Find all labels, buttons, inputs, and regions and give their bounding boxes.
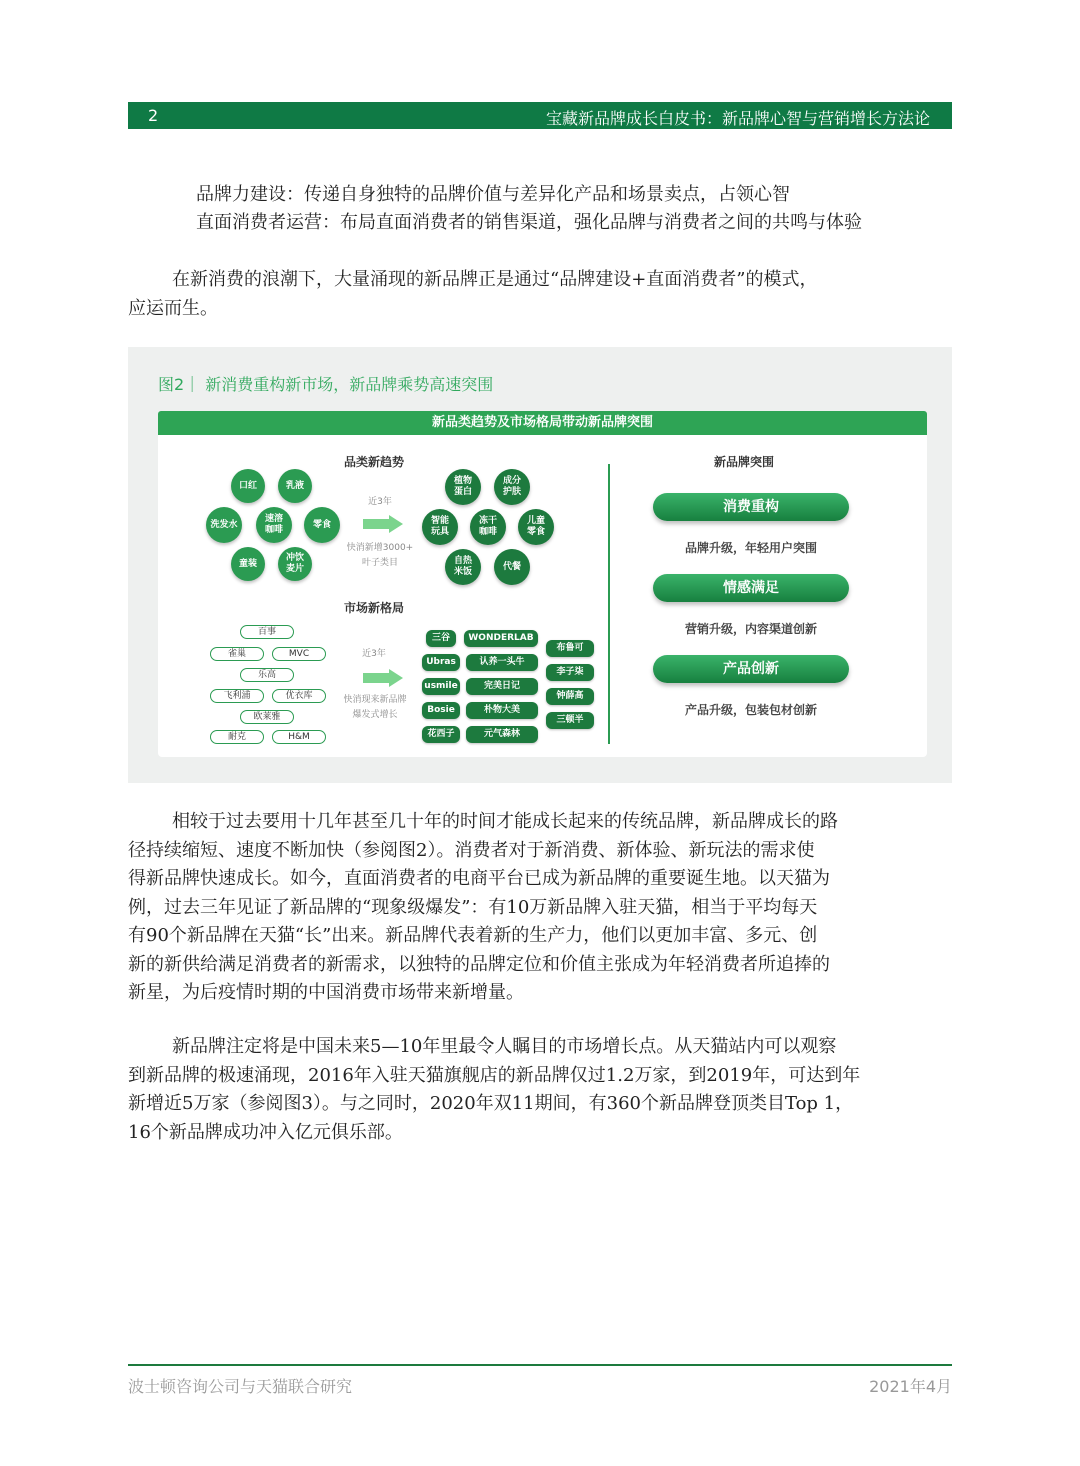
paragraph-3-line: 新品牌注定将是中国未来5—10年里最令人瞩目的市场增长点。从天猫站内可以观察	[172, 1036, 837, 1057]
market-landscape-heading: 市场新格局	[344, 601, 405, 615]
trend-arrow-period: 近3年	[368, 497, 392, 507]
right-arrow-icon	[363, 669, 405, 687]
new-category-circle: 植物 蛋白	[445, 469, 481, 505]
paragraph-2-line: 径持续缩短、速度不断加快（参阅图2）。消费者对于新消费、新体验、新玩法的需求使	[128, 839, 815, 861]
paragraph-2-line: 新的新供给满足消费者的新需求，以独特的品牌定位和价值主张成为年轻消费者所追捧的	[128, 953, 830, 975]
old-brand-pill: 乐高	[240, 668, 294, 682]
old-category-circle: 童装	[231, 547, 265, 581]
paragraph-3	[128, 1033, 968, 1147]
paragraph-2-line: 有90个新品牌在天猫“长”出来。新品牌代表着新的生产力，他们以更加丰富、多元、创	[128, 925, 818, 946]
right-arrow-icon	[363, 515, 405, 533]
paragraph-2-line: 新星，为后疫情时期的中国消费市场带来新增量。	[128, 982, 524, 1003]
new-brand-pill: 元气森林	[466, 726, 538, 743]
new-category-circle: 儿童 零食	[518, 509, 554, 545]
pillar-consumption: 消费重构	[653, 493, 849, 521]
new-brand-pill: usmile	[422, 678, 460, 695]
new-brand-pill: 认养一头牛	[466, 654, 538, 671]
paragraph-2-line: 例，过去三年见证了新品牌的“现象级爆发”：有10万新品牌入驻天猫，相当于平均每天	[128, 896, 818, 918]
footer-date: 2021年4月	[869, 1377, 952, 1396]
figure-2	[128, 347, 952, 783]
new-brand-pill: 三顿半	[546, 712, 594, 729]
intro-line-brand: 品牌力建设：传递自身独特的品牌价值与差异化产品和场景卖点，占领心智	[196, 184, 790, 205]
new-brand-pill: 李子柒	[546, 664, 594, 681]
paragraph-1-line: 应运而生。	[128, 297, 218, 319]
old-brand-pill: MVC	[272, 647, 326, 661]
pillar-product: 产品创新	[653, 655, 849, 683]
new-brand-pill: 三谷	[426, 630, 456, 647]
new-brand-pill: Ubras	[422, 654, 460, 671]
paragraph-1	[128, 266, 952, 323]
old-category-circle: 速溶 咖啡	[256, 507, 292, 543]
old-brand-pill: 飞利浦	[210, 689, 264, 703]
paragraph-3-line: 16个新品牌成功冲入亿元俱乐部。	[128, 1121, 403, 1143]
pillar-emotion: 情感满足	[653, 574, 849, 602]
old-brand-pill: 优衣库	[272, 689, 326, 703]
new-brand-pill: 钟薛高	[546, 688, 594, 705]
new-category-circle: 代餐	[494, 549, 530, 585]
footer-source: 波士顿咨询公司与天猫联合研究	[128, 1377, 353, 1396]
old-category-circle: 乳液	[278, 469, 312, 503]
pillar-caption: 产品升级，包装包材创新	[684, 703, 817, 717]
old-brand-pill: H&M	[272, 730, 326, 744]
new-category-circle: 成分 护肤	[494, 469, 530, 505]
new-brand-pill: 完美日记	[466, 678, 538, 695]
old-category-circle: 冲饮 麦片	[278, 547, 312, 581]
old-category-circle: 口红	[231, 469, 265, 503]
old-brand-pill: 欧莱雅	[240, 710, 294, 724]
page-header	[128, 102, 952, 129]
new-category-circle: 智能 玩具	[422, 509, 458, 545]
new-brand-pill: 布鲁可	[546, 640, 594, 657]
old-brand-pill: 百事	[240, 625, 294, 639]
paragraph-2-line: 相较于过去要用十几年甚至几十年的时间才能成长起来的传统品牌，新品牌成长的路	[172, 811, 838, 832]
figure-panel	[158, 411, 927, 757]
footer-rule	[128, 1364, 952, 1366]
page-number: 2	[148, 106, 159, 125]
pillar-caption: 品牌升级，年轻用户突围	[684, 541, 817, 555]
document-title: 宝藏新品牌成长白皮书：新品牌心智与营销增长方法论	[545, 109, 930, 128]
paragraph-3-line: 新增近5万家（参阅图3）。与之同时，2020年双11期间，有360个新品牌登顶类目Top 1，	[128, 1093, 854, 1114]
new-category-circle: 自热 米饭	[445, 549, 481, 585]
trend-arrow-note: 快消新增3000+ 叶子类目	[346, 543, 414, 568]
old-brand-pill: 雀巢	[210, 647, 264, 661]
old-category-circle: 零食	[304, 507, 340, 543]
new-brand-pill: Bosie	[422, 702, 460, 719]
market-arrow-period: 近3年	[362, 649, 386, 659]
old-category-circle: 洗发水	[206, 507, 242, 543]
new-brand-pill: 花西子	[422, 726, 460, 743]
new-category-circle: 冻干 咖啡	[470, 509, 506, 545]
paragraph-3-line: 到新品牌的极速涌现，2016年入驻天猫旗舰店的新品牌仅过1.2万家，到2019年，可达到年	[128, 1064, 861, 1086]
figure-banner: 新品类趋势及市场格局带动新品牌突围	[158, 411, 927, 435]
pillar-caption: 营销升级，内容渠道创新	[684, 622, 817, 636]
category-trend-heading: 品类新趋势	[344, 455, 405, 469]
new-brand-pill: WONDERLAB	[464, 630, 538, 647]
intro-line-dtc: 直面消费者运营：布局直面消费者的销售渠道，强化品牌与消费者之间的共鸣与体验	[196, 212, 862, 233]
market-arrow-note: 快消现来新品牌 爆发式增长	[343, 695, 407, 720]
paragraph-2	[128, 808, 968, 1008]
paragraph-1-line: 在新消费的浪潮下，大量涌现的新品牌正是通过“品牌建设+直面消费者”的模式，	[172, 269, 818, 290]
paragraph-2-line: 得新品牌快速成长。如今，直面消费者的电商平台已成为新品牌的重要诞生地。以天猫为	[128, 868, 830, 889]
figure-title: 图2｜ 新消费重构新市场，新品牌乘势高速突围	[158, 375, 494, 394]
breakthrough-heading: 新品牌突围	[714, 455, 775, 469]
old-brand-pill: 耐克	[210, 730, 264, 744]
new-brand-pill: 朴物大美	[466, 702, 538, 719]
divider-line	[608, 464, 610, 744]
